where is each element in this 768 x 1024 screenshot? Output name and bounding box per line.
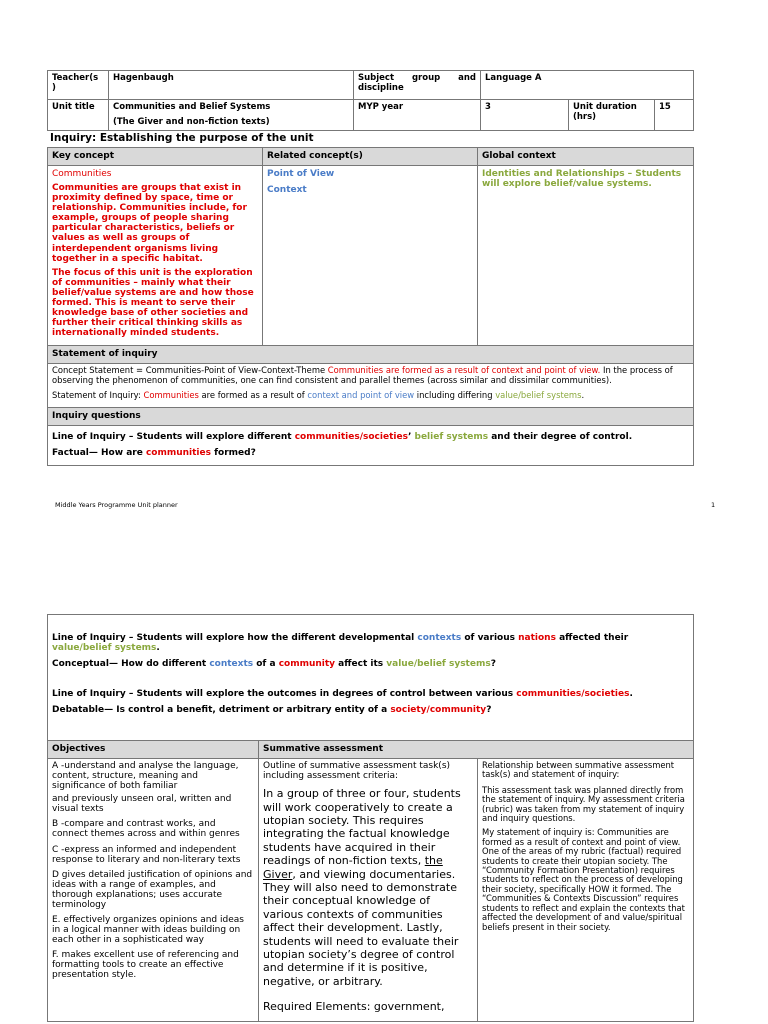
unit-title-line1: Communities and Belief Systems [113,102,271,112]
fact-red: communities [145,447,211,458]
soi-mid2: including differing [414,390,496,401]
concept-statement-prefix: Concept Statement = Communities-Point of View-Context-Theme [52,365,328,376]
deb-a: Debatable— Is control a benefit, detriment or arbitrary entity of a [52,705,391,716]
fact-a: Factual— How are [52,447,146,458]
global-context-cell [478,166,694,346]
key-concept-focus: The focus of this unit is the exploration of communities – mainly what their belief/value systems are and how those formed. This is meant to serve their knowledge base of other societies and further their critical thinking skills as internationally minded students. [52,267,254,339]
line-of-inquiry-1 [52,432,689,442]
soi-end: . [581,390,585,401]
deb-red: society/community [390,705,487,716]
soi-mid1: are formed as a result of [198,390,308,401]
debatable-question [52,705,689,715]
related-concept-2: Context [267,185,307,196]
loi3-red: communities/societies [516,689,630,700]
unit-title-label: Unit title [48,100,109,131]
task-a: In a group of three or four, students will work cooperatively to create a utopian society. This requires integrating the factual knowledge students have acquired in their readings of non-fiction texts, [263,787,461,868]
related-concept-1: Point of View [267,169,335,179]
loi2-red: nations [518,633,556,643]
loi2-a: Line of Inquiry – Students will explore how the different developmental [52,633,418,643]
objectives-cell [48,759,259,1022]
duration-label: Unit duration (hrs) [569,100,655,131]
conc-d: ? [490,659,496,670]
loi1-c: and their degree of control. [488,432,633,443]
concept-statement [52,366,689,385]
relationship-p2: My statement of inquiry is: Communities are formed as a result of context and point of view. One of the areas of my rubric (factual) required students to create their utopian society. The “Community Formation Presentation) requires students to reflect on the process of developing their society, specifically HOW it formed. The “Communities & Contexts Discussion” requires students to reflect and explain the contexts that affected the development of and value/spiritual beliefs present in their society. [482,827,685,932]
myp-year-value: 3 [481,100,569,131]
subject-value: Language A [481,71,694,100]
summative-outline-label: Outline of summative assessment task(s) including assessment criteria: [263,761,451,782]
conc-b: of a [253,659,279,670]
soi-green: value/belief systems [495,390,582,401]
summative-task-description [263,787,473,988]
objective-a: A -understand and analyse the language, content, structure, meaning and significance of both familiar [52,761,239,792]
key-concept-header: Key concept [48,148,263,166]
loi1-a: Line of Inquiry – Students will explore different [52,432,295,443]
key-concept-definition: Communities are groups that exist in proximity defined by space, time or relationship. Communities include, for example, groups of people sharing particular characteristics, beliefs or values as well as groups of interdependent organisms living together in a specific habitat. [52,183,247,264]
unit-header-table [47,70,694,131]
objectives-header: Objectives [48,741,259,759]
inquiry-lines-cell [48,615,694,741]
loi2-blue: contexts [417,633,462,643]
inquiry-table [47,147,694,466]
key-concept-cell [48,166,263,346]
task-b: , and viewing documentaries. They will also need to demonstrate their conceptual knowledge of various contexts of communities affect their development. Lastly, students will need to evaluate their utopian society’s degree of control and determine if it is positive, negative, or arbitrary. [263,867,459,988]
loi3-a: Line of Inquiry – Students will explore the outcomes in degrees of control between various [52,689,517,700]
subject-label: Subject group and discipline [354,71,481,100]
loi1-green: belief systems [414,432,489,443]
inquiry-questions-cell [48,426,694,465]
soi-blue: context and point of view [307,390,415,401]
objective-d: D gives detailed justification of opinions and ideas with a range of examples, and thorough explanations; uses accurate terminology [52,869,253,910]
deb-b: ? [486,705,492,716]
key-concept-name: Communities [52,169,112,179]
conc-a: Conceptual— How do different [52,659,210,670]
loi2-c: affected their [555,633,629,643]
conceptual-question [52,659,689,669]
myp-year-label: MYP year [354,100,481,131]
conc-red: community [278,659,336,670]
summative-task-cell [259,759,478,1022]
loi2-b: of various [461,633,519,643]
unit-title-value [109,100,354,131]
soi-prefix: Statement of Inquiry: [52,390,144,401]
loi2-d: . [156,643,160,654]
unit-title-line2: (The Giver and non-fiction texts) [113,116,270,127]
global-context-header: Global context [478,148,694,166]
objective-a-cont: and previously unseen oral, written and visual texts [52,794,232,815]
conc-c: affect its [335,659,387,670]
duration-value: 15 [655,100,694,131]
teacher-value: Hagenbaugh [109,71,354,100]
footer-title: Middle Years Programme Unit planner [55,501,178,509]
relationship-cell [478,759,694,1022]
statement-header: Statement of inquiry [48,346,694,364]
soi-red: Communities [143,390,199,401]
page2-table [47,614,694,1022]
summative-header: Summative assessment [259,741,694,759]
line-of-inquiry-2 [52,633,689,653]
teacher-label: Teacher(s ) [48,71,109,100]
loi3-b: . [629,689,633,700]
fact-b: formed? [210,447,256,458]
statement-cell [48,364,694,408]
loi1-red: communities/societies [294,432,408,443]
related-concept-header: Related concept(s) [263,148,478,166]
page-number: 1 [711,501,716,509]
relationship-label: Relationship between summative assessment task(s) and statement of inquiry: [482,760,675,780]
task-book: the Giver [263,854,443,881]
concept-statement-rest: In the process of observing the phenomenon of communities, one can find consistent and parallel themes (across similar and dissimilar communities). [52,365,673,385]
factual-question [52,448,689,458]
objective-f: F. makes excellent use of referencing and formatting tools to create an effective presentation style. [52,950,239,981]
relationship-p1: This assessment task was planned directly from the statement of inquiry. My assessment criteria (rubric) was taken from my statement of inquiry and inquiry questions. [482,784,685,824]
conc-blue: contexts [209,659,254,670]
objective-e: E. effectively organizes opinions and ideas in a logical manner with ideas building on each other in a sophisticated way [52,915,244,946]
line-of-inquiry-3 [52,689,689,699]
inquiry-heading: Inquiry: Establishing the purpose of the unit [50,132,314,144]
loi1-b: ’ [407,432,415,443]
objective-c: C -express an informed and independent response to literary and non-literary texts [52,844,241,865]
concept-statement-highlight: Communities are formed as a result of context and point of view. [327,365,601,376]
global-context-text: Identities and Relationships – Students will explore belief/value systems. [482,169,682,190]
conc-green: value/belief systems [386,659,491,670]
required-elements: Required Elements: government, [263,1000,445,1014]
inquiry-questions-header: Inquiry questions [48,408,694,426]
loi2-green: value/belief systems [52,643,157,654]
related-concept-cell [263,166,478,346]
objective-b: B -compare and contrast works, and connect themes across and within genres [52,819,240,840]
statement-of-inquiry [52,391,689,400]
